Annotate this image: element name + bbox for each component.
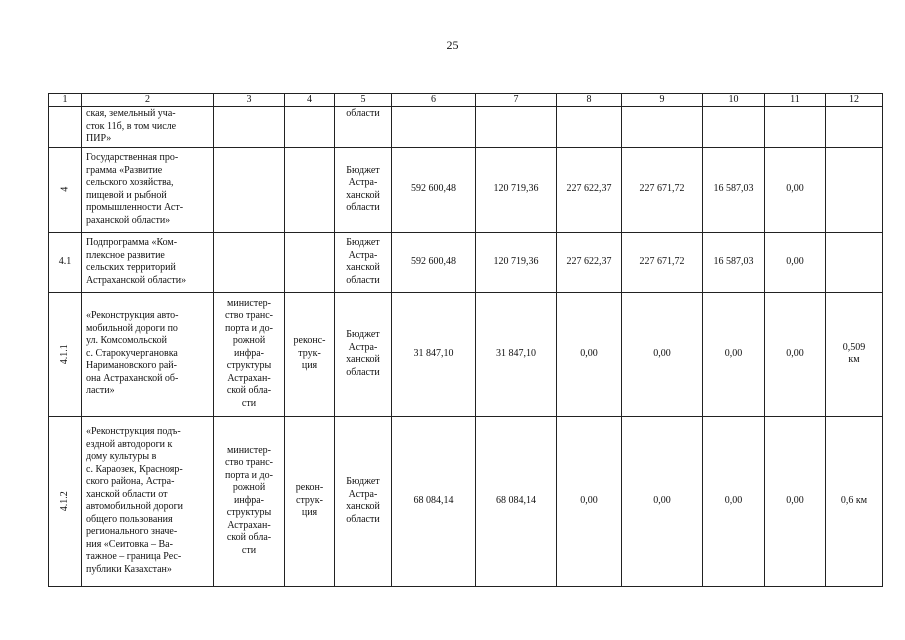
- header-cell: 4: [285, 94, 335, 107]
- row-value-11: [765, 107, 826, 148]
- row-value-9: 227 671,72: [622, 147, 703, 232]
- row-value-8: [557, 107, 622, 148]
- header-cell: 9: [622, 94, 703, 107]
- row-type: [285, 147, 335, 232]
- row-value-8: 0,00: [557, 416, 622, 586]
- row-number: [49, 292, 82, 416]
- row-type: рекон- струк- ция: [285, 416, 335, 586]
- row-value-6: 592 600,48: [392, 232, 476, 292]
- table-row: [49, 416, 883, 586]
- header-cell: 1: [49, 94, 82, 107]
- row-executor: [214, 232, 285, 292]
- header-cell: 5: [335, 94, 392, 107]
- row-value-9: 0,00: [622, 416, 703, 586]
- row-name: Государственная про- грамма «Развитие сельского хозяйства, пищевой и рыбной промышленности Аст- раханской области»: [82, 147, 214, 232]
- header-cell: 7: [476, 94, 557, 107]
- row-value-7: 68 084,14: [476, 416, 557, 586]
- row-value-11: 0,00: [765, 292, 826, 416]
- row-value-9: 0,00: [622, 292, 703, 416]
- row-value-9: 227 671,72: [622, 232, 703, 292]
- row-value-10: [703, 107, 765, 148]
- row-number: 4.1: [49, 232, 82, 292]
- header-cell: 11: [765, 94, 826, 107]
- row-result: 0,6 км: [826, 416, 883, 586]
- row-name: «Реконструкция авто- мобильной дороги по ул. Комсомольской с. Старокучергановка Наримановского рай- она Астраханской об- ласти»: [82, 292, 214, 416]
- row-number: [49, 147, 82, 232]
- header-cell: 3: [214, 94, 285, 107]
- row-type: реконс- трук- ция: [285, 292, 335, 416]
- row-value-8: 227 622,37: [557, 232, 622, 292]
- row-name: Подпрограмма «Ком- плексное развитие сельских территорий Астраханской области»: [82, 232, 214, 292]
- row-value-6: 68 084,14: [392, 416, 476, 586]
- row-number: [49, 107, 82, 148]
- row-value-11: 0,00: [765, 232, 826, 292]
- header-cell: 10: [703, 94, 765, 107]
- row-type: [285, 107, 335, 148]
- row-value-7: [476, 107, 557, 148]
- table-row: [49, 147, 883, 232]
- page-number: 25: [446, 38, 459, 52]
- row-value-8: 0,00: [557, 292, 622, 416]
- row-result: 0,509 км: [826, 292, 883, 416]
- row-executor: [214, 107, 285, 148]
- row-type: [285, 232, 335, 292]
- header-cell: 8: [557, 94, 622, 107]
- table-row: [49, 107, 883, 148]
- row-value-10: 0,00: [703, 292, 765, 416]
- row-executor: [214, 147, 285, 232]
- table-row: [49, 292, 883, 416]
- header-cell: 12: [826, 94, 883, 107]
- row-source: Бюджет Астра- ханской области: [335, 147, 392, 232]
- row-value-10: 16 587,03: [703, 147, 765, 232]
- row-name: «Реконструкция подъ- ездной автодороги к дому культуры в с. Караозек, Краснояр- ского района, Астра- ханской области от автомобильной дороги общего пользования регионального значе- ния «Сеитовка – Ва- тажное – граница Рес- публики Казахстан»: [82, 416, 214, 586]
- row-number-text: 4.1.2: [58, 491, 70, 511]
- row-value-6: [392, 107, 476, 148]
- row-value-9: [622, 107, 703, 148]
- row-executor: министер- ство транс- порта и до- рожной инфра- структуры Астрахан- ской обла- сти: [214, 292, 285, 416]
- row-value-6: 31 847,10: [392, 292, 476, 416]
- table-row: [49, 232, 883, 292]
- row-name: ская, земельный уча- сток 11б, в том числе ПИР»: [82, 107, 214, 148]
- row-value-6: 592 600,48: [392, 147, 476, 232]
- row-number: [49, 416, 82, 586]
- budget-table: [48, 93, 883, 587]
- row-source: Бюджет Астра- ханской области: [335, 292, 392, 416]
- row-result: [826, 232, 883, 292]
- row-source: области: [335, 107, 392, 148]
- row-value-11: 0,00: [765, 416, 826, 586]
- row-number-text: 4: [58, 187, 70, 192]
- row-result: [826, 107, 883, 148]
- row-source: Бюджет Астра- ханской области: [335, 416, 392, 586]
- header-cell: 2: [82, 94, 214, 107]
- row-value-8: 227 622,37: [557, 147, 622, 232]
- header-row: [49, 94, 883, 107]
- row-executor: министер- ство транс- порта и до- рожной инфра- структуры Астрахан- ской обла- сти: [214, 416, 285, 586]
- row-result: [826, 147, 883, 232]
- row-value-11: 0,00: [765, 147, 826, 232]
- row-source: Бюджет Астра- ханской области: [335, 232, 392, 292]
- row-value-7: 31 847,10: [476, 292, 557, 416]
- row-value-10: 16 587,03: [703, 232, 765, 292]
- row-number-text: 4.1.1: [58, 344, 70, 364]
- row-value-10: 0,00: [703, 416, 765, 586]
- row-value-7: 120 719,36: [476, 147, 557, 232]
- header-cell: 6: [392, 94, 476, 107]
- row-value-7: 120 719,36: [476, 232, 557, 292]
